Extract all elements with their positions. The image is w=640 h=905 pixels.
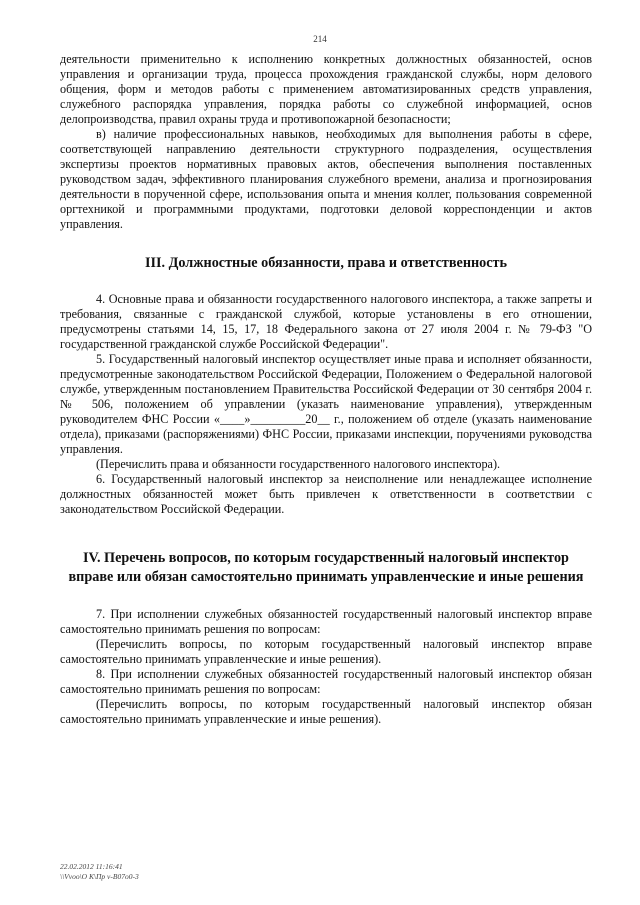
paragraph-4: 4. Основные права и обязанности государственного налогового инспектора, а также запреты и требования, связанные с гражданской службой, которые установлены в его отношении, предусмотрены статьями 14, 15, 17, 18 Федерального закона от 27 июля 2004 г. № 79-ФЗ "О государственной гражданской службе Российской Федерации". [60,292,592,351]
paragraph-5-note: (Перечислить права и обязанности государственного налогового инспектора). [96,457,501,471]
page-number: 214 [313,34,327,44]
paragraph-7-note: (Перечислить вопросы, по которым государственный налоговый инспектор вправе самостоятельно принимать управленческие и иные решения). [60,637,592,666]
section-4-title: IV. Перечень вопросов, по которым государственный налоговый инспектор вправе или обязан самостоятельно принимать управленческие и иные решения [68,550,584,585]
document-body [60,52,592,727]
paragraph-5: 5. Государственный налоговый инспектор осуществляет иные права и исполняет обязанности, предусмотренные законодательством Российской Федерации, Положением о Федеральной налоговой службе, утвержденным постановлением Правительства Российской Федерации от 30 сентября 2004 г. № 506, положением об управлении (указать наименование управления), утвержденным руководителем ФНС России «____»_________20__ г., положением об отделе (указать наименование отдела), приказами (распоряжениями) ФНС России, приказами инспекции, поручениями руководства управления. [60,352,592,456]
paragraph-continuation: деятельности применительно к исполнению конкретных должностных обязанностей, основ управления и организации труда, процесса прохождения гражданской службы, норм делового общения, форм и методов работы с применением автоматизированных средств управления, служебного распорядка управления, порядка работы со служебной информацией, основ делопроизводства, правил охраны труда и противопожарной безопасности; [60,52,592,126]
footer-stamp [60,862,139,882]
footer-timestamp: 22.02.2012 11:16:41 [60,862,123,871]
paragraph-8-note: (Перечислить вопросы, по которым государственный налоговый инспектор обязан самостоятельно принимать управленческие и иные решения). [60,697,592,726]
paragraph-8: 8. При исполнении служебных обязанностей государственный налоговый инспектор обязан самостоятельно принимать решения по вопросам: [60,667,592,696]
paragraph-skills: в) наличие профессиональных навыков, необходимых для выполнения работы в сфере, соответствующей направлению деятельности структурного подразделения, осуществления экспертизы проектов нормативных правовых актов, обеспечения выполнения поставленных руководством задач, эффективного планирования служебного времени, анализа и прогнозирования деятельности в порученной сфере, использования опыта и мнения коллег, пользования современной оргтехникой и программными продуктами, подготовки деловой корреспонденции и актов управления. [60,127,592,231]
section-3-title: III. Должностные обязанности, права и ответственность [144,255,508,271]
footer-file-path: \\Vvoo\О К\Пр v-B07o0-3 [60,872,139,881]
paragraph-7: 7. При исполнении служебных обязанностей государственный налоговый инспектор вправе самостоятельно принимать решения по вопросам: [60,607,592,636]
paragraph-6: 6. Государственный налоговый инспектор за неисполнение или ненадлежащее исполнение должностных обязанностей может быть привлечен к ответственности в соответствии с законодательством Российской Федерации. [60,472,592,516]
